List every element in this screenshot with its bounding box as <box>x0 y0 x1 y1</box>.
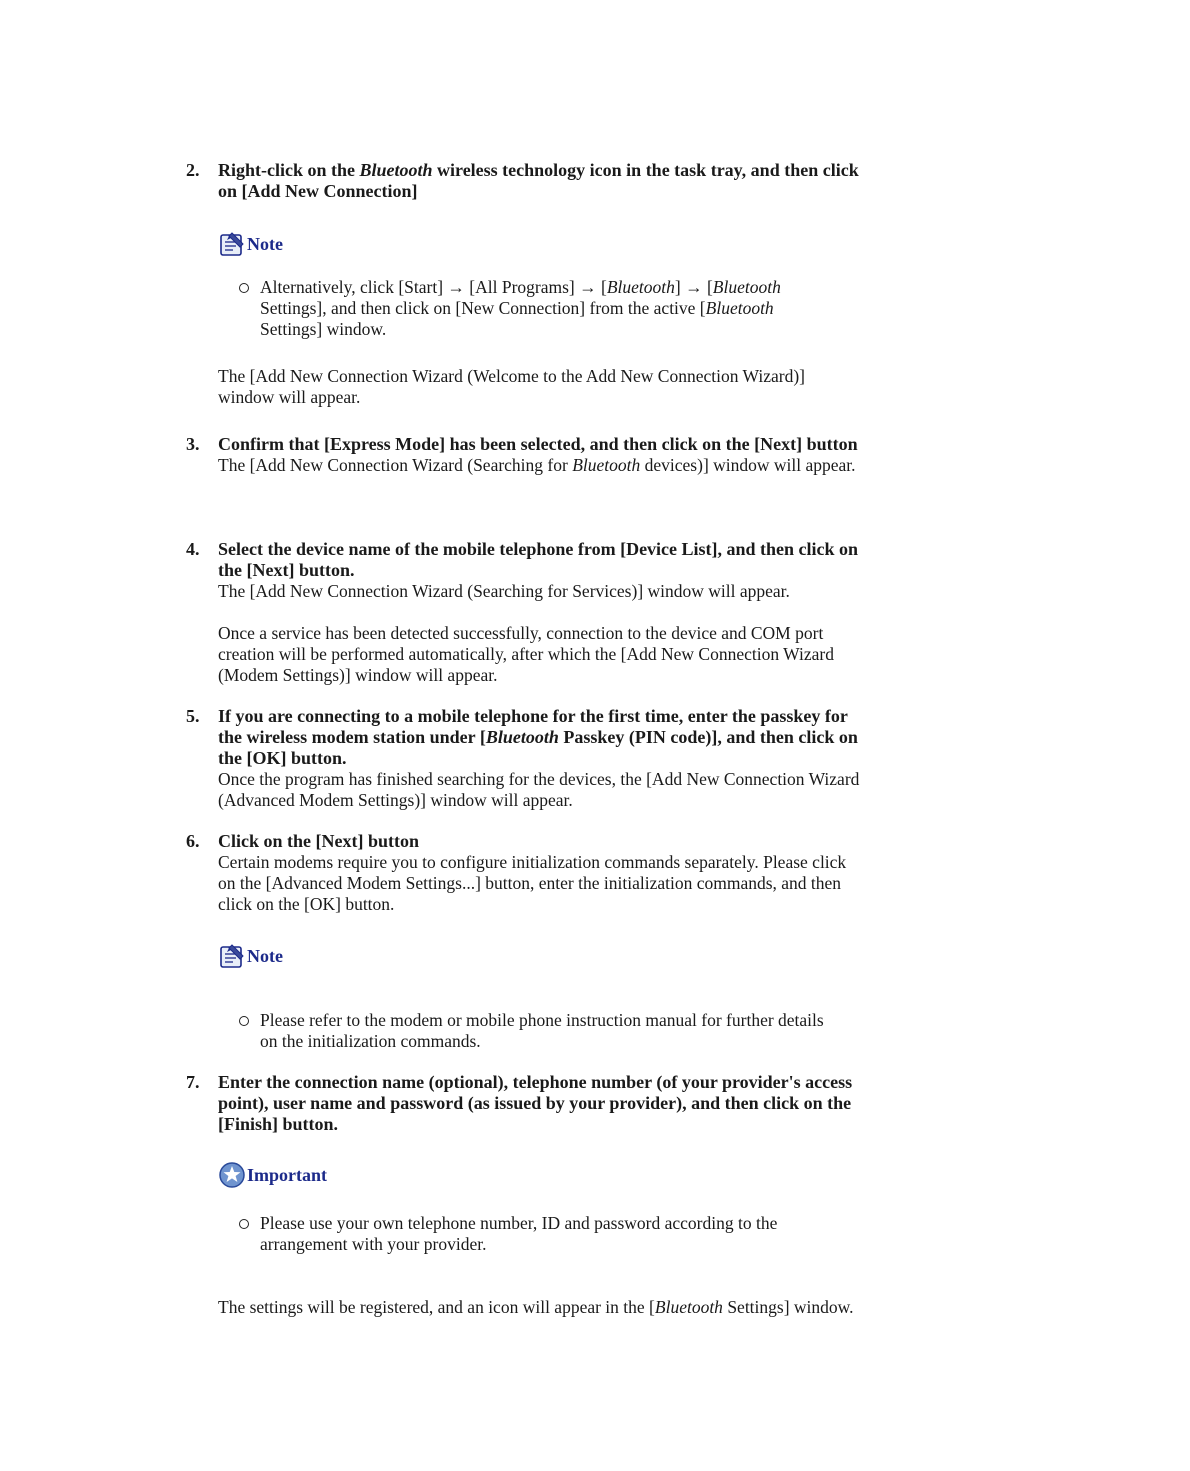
note-label: Note <box>247 233 283 254</box>
step-7 <box>186 1072 866 1135</box>
step-heading: Right-click on the Bluetooth wireless technology icon in the task tray, and then click on [Add New Connection] <box>218 160 859 201</box>
note-callout <box>218 230 283 258</box>
step-number: 6. <box>186 831 200 851</box>
note-callout <box>218 942 283 970</box>
step-number: 7. <box>186 1072 200 1092</box>
step-heading: Click on the [Next] button <box>218 831 419 851</box>
bullet-circle-icon <box>239 1219 249 1229</box>
important-callout <box>218 1161 327 1189</box>
step-number: 3. <box>186 434 200 454</box>
step-heading: Select the device name of the mobile telephone from [Device List], and then click on the [Next] button. <box>218 539 859 580</box>
step-heading: Confirm that [Express Mode] has been selected, and then click on the [Next] button <box>218 434 858 454</box>
step-4 <box>186 539 866 686</box>
step-text: Once the program has finished searching for the devices, the [Add New Connection Wizard (Advanced Modem Settings)] window will appear. <box>218 769 860 810</box>
note-bullet: Please refer to the modem or mobile phone instruction manual for further details on the initialization commands. <box>239 1010 839 1052</box>
bullet-circle-icon <box>239 1016 249 1026</box>
step-text: The [Add New Connection Wizard (Searching for Bluetooth devices)] window will appear. <box>218 455 856 475</box>
step-text: The [Add New Connection Wizard (Searching for Services)] window will appear. <box>218 581 790 601</box>
final-text: The settings will be registered, and an icon will appear in the [Bluetooth Settings] window. <box>218 1297 854 1317</box>
important-bullet: Please use your own telephone number, ID and password according to the arrangement with your provider. <box>239 1213 839 1255</box>
step-number: 2. <box>186 160 200 180</box>
note-icon <box>218 942 246 970</box>
note-bullet: Alternatively, click [Start] → [All Programs] → [Bluetooth] → [Bluetooth Settings], and then click on [New Connection] from the active [Bluetooth Settings] window. <box>239 277 839 340</box>
wizard-appears-text: The [Add New Connection Wizard (Welcome to the Add New Connection Wizard)] window will appear. <box>218 366 805 407</box>
step-text: Certain modems require you to configure initialization commands separately. Please click on the [Advanced Modem Settings...] button, enter the initialization commands, and then click on the [OK] button. <box>218 852 847 914</box>
step-3 <box>186 434 866 476</box>
important-star-icon <box>218 1161 246 1189</box>
step-number: 4. <box>186 539 200 559</box>
step-heading: Enter the connection name (optional), telephone number (of your provider's access point), user name and password (as issued by your provider), and then click on the [Finish] button. <box>218 1072 853 1134</box>
step-5 <box>186 706 866 811</box>
step-6 <box>186 831 866 915</box>
step-2 <box>186 160 866 202</box>
important-label: Important <box>247 1164 327 1185</box>
step-number: 5. <box>186 706 200 726</box>
note-icon <box>218 230 246 258</box>
bullet-circle-icon <box>239 283 249 293</box>
note-label: Note <box>247 945 283 966</box>
step-text: Once a service has been detected successfully, connection to the device and COM port creation will be performed automatically, after which the [Add New Connection Wizard (Modem Settings)] window will appear. <box>218 623 834 685</box>
step-heading: If you are connecting to a mobile telephone for the first time, enter the passkey for the wireless modem station under [Bluetooth Passkey (PIN code)], and then click on the [OK] button. <box>218 706 858 768</box>
